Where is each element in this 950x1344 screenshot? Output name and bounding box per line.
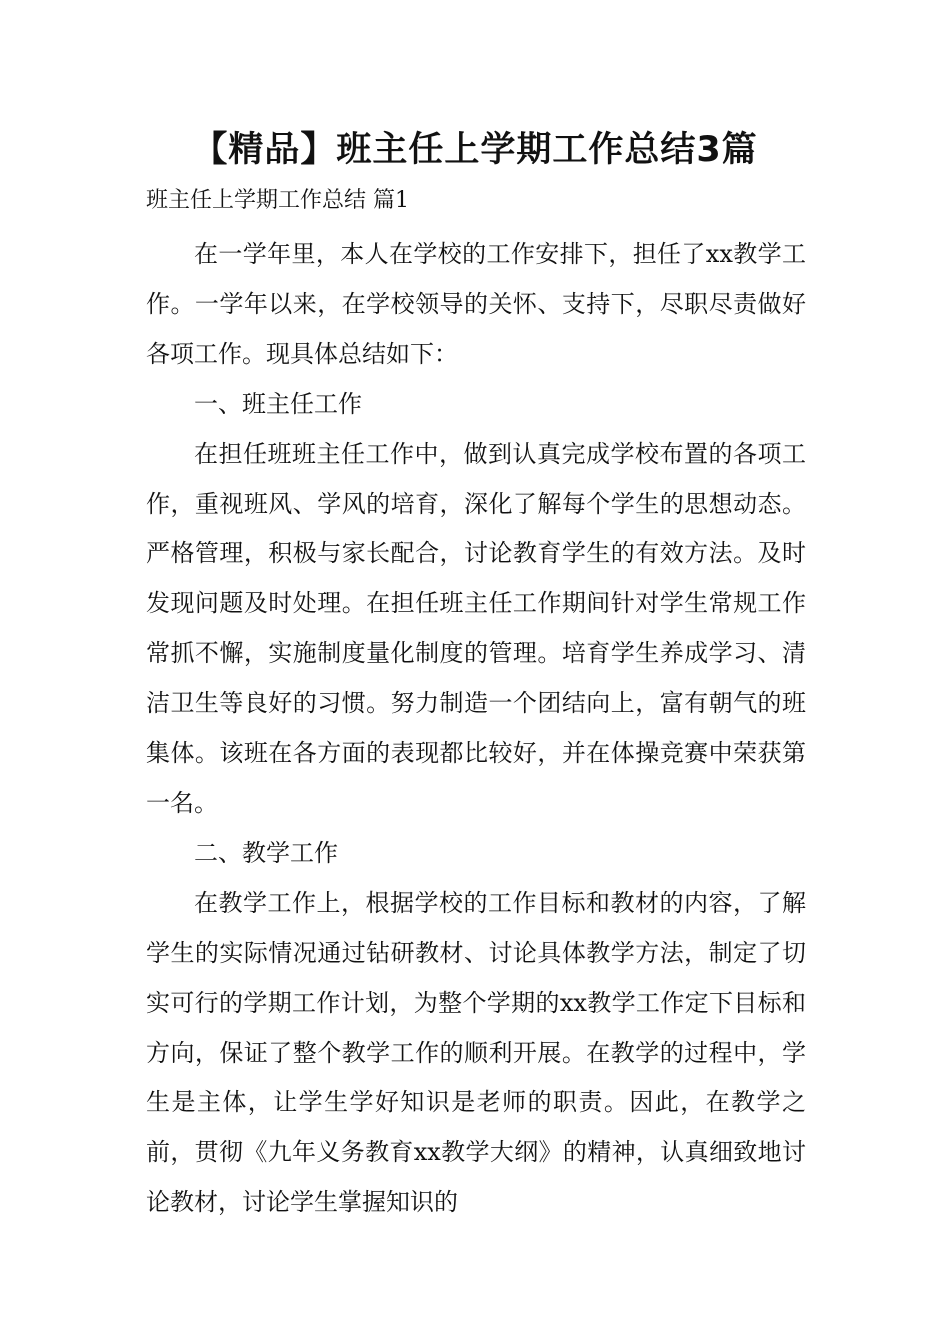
teaching-paragraph: 在教学工作上，根据学校的工作目标和教材的内容，了解学生的实际情况通过钻研教材、讨论具体教学方法，制定了切实可行的学期工作计划，为整个学期的xx教学工作定下目标和方向，保证了整个教学工作的顺利开展。在教学的过程中，学生是主体，让学生学好知识是老师的职责。因此，在教学之前，贯彻《九年义务教育xx教学大纲》的精神，认真细致地讨论教材，讨论学生掌握知识的 <box>146 888 806 1217</box>
document-subtitle: 班主任上学期工作总结 篇1 <box>146 188 409 213</box>
class-teacher-paragraph: 在担任班班主任工作中，做到认真完成学校布置的各项工作，重视班风、学风的培育，深化了解每个学生的思想动态。严格管理，积极与家长配合，讨论教育学生的有效方法。及时发现问题及时处理。在担任班主任工作期间针对学生常规工作常抓不懈，实施制度量化制度的管理。培育学生养成学习、清洁卫生等良好的习惯。努力制造一个团结向上，富有朝气的班集体。该班在各方面的表现都比较好，并在体操竞赛中荣获第一名。 <box>146 439 806 817</box>
section-heading-teaching: 二、教学工作 <box>194 838 338 867</box>
document-body <box>146 230 806 1228</box>
intro-paragraph: 在一学年里，本人在学校的工作安排下，担任了xx教学工作。一学年以来，在学校领导的关怀、支持下，尽职尽责做好各项工作。现具体总结如下： <box>146 240 806 368</box>
document-title: 【精品】班主任上学期工作总结3篇 <box>192 130 758 170</box>
section-heading-class-teacher: 一、班主任工作 <box>194 389 362 418</box>
